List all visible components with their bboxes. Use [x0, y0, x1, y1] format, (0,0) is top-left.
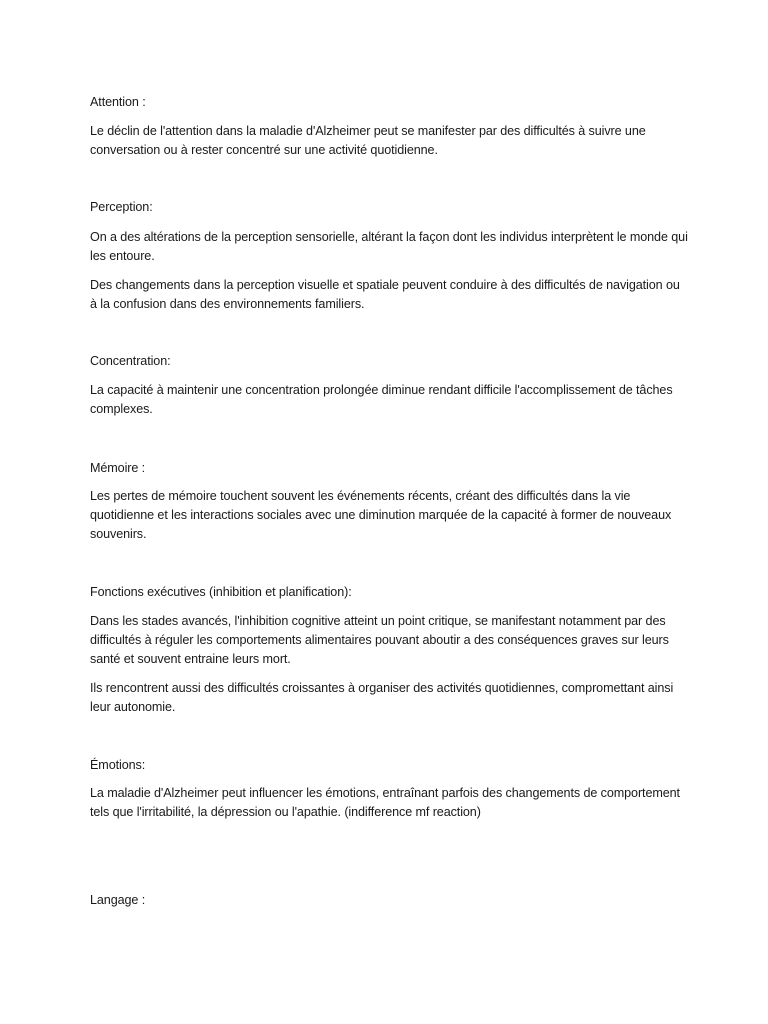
paragraph: Des changements dans la perception visuelle et spatiale peuvent conduire à des difficultés de navigation ou à la confusion dans des environnements familiers. — [90, 278, 680, 311]
section-heading-concentration: Concentration: — [90, 354, 171, 368]
section-heading-langage: Langage : — [90, 893, 146, 907]
section-heading-emotions: Émotions: — [90, 758, 146, 772]
section-heading-fonctions-executives: Fonctions exécutives (inhibition et planification): — [90, 585, 352, 599]
paragraph: On a des altérations de la perception sensorielle, altérant la façon dont les individus interprètent le monde qui les entoure. — [90, 230, 688, 263]
paragraph: Dans les stades avancés, l'inhibition cognitive atteint un point critique, se manifestant notamment par des difficultés à réguler les comportements alimentaires pouvant aboutir a des conséquences graves sur leurs santé et souvent entraine leurs mort. — [90, 614, 669, 666]
section-heading-attention: Attention : — [90, 95, 146, 109]
paragraph: La capacité à maintenir une concentration prolongée diminue rendant difficile l'accomplissement de tâches complexes. — [90, 383, 673, 416]
section-heading-memoire: Mémoire : — [90, 461, 146, 475]
paragraph: Ils rencontrent aussi des difficultés croissantes à organiser des activités quotidiennes, compromettant ainsi leur autonomie. — [90, 681, 674, 714]
paragraph: Les pertes de mémoire touchent souvent les événements récents, créant des difficultés dans la vie quotidienne et les interactions sociales avec une diminution marquée de la capacité à former de nouveaux souvenirs. — [90, 489, 672, 541]
section-heading-perception: Perception: — [90, 200, 153, 214]
paragraph: La maladie d'Alzheimer peut influencer les émotions, entraînant parfois des changements de comportement tels que l'irritabilité, la dépression ou l'apathie. (indifference mf reaction) — [90, 786, 680, 819]
paragraph: Le déclin de l'attention dans la maladie d'Alzheimer peut se manifester par des difficultés à suivre une conversation ou à rester concentré sur une activité quotidienne. — [90, 124, 646, 157]
